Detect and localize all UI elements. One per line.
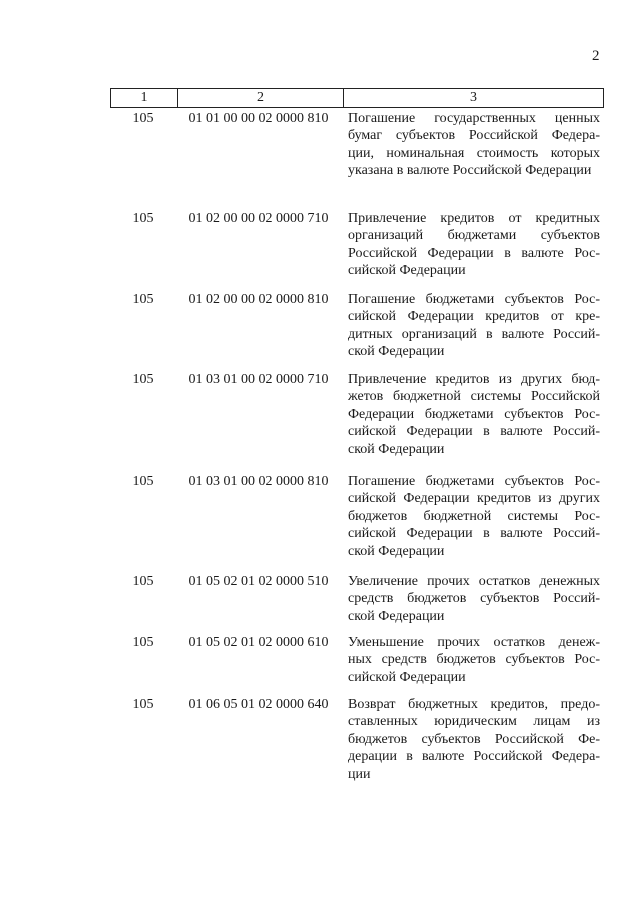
admin-code-cell: 105 <box>132 574 154 589</box>
description-cell <box>348 473 600 560</box>
column-header-3: 3 <box>470 90 477 105</box>
kbk-code-cell: 01 03 01 00 02 0000 810 <box>188 474 329 489</box>
description-cell <box>348 573 600 625</box>
description-line: сийской Федерации <box>348 263 466 279</box>
kbk-code-cell: 01 01 00 00 02 0000 810 <box>188 111 329 126</box>
description-line: Увеличение прочих остатков денежных <box>348 574 600 589</box>
description-line: Российской Федерации в валюте Рос- <box>348 245 600 261</box>
admin-code-cell: 105 <box>132 474 154 489</box>
description-line: сийской Федерации кредитов из других <box>348 491 600 507</box>
description-line: сийской Федерации в валюте Россий- <box>348 424 600 440</box>
description-line: ции, номинальная стоимость которых <box>348 145 600 161</box>
description-cell <box>348 210 600 280</box>
admin-code-cell: 105 <box>132 211 154 226</box>
description-line: ции <box>348 766 371 782</box>
kbk-code-cell: 01 05 02 01 02 0000 610 <box>188 635 329 650</box>
admin-code-cell: 105 <box>132 697 154 712</box>
kbk-code-cell: 01 03 01 00 02 0000 710 <box>188 372 329 387</box>
description-line: сийской Федерации <box>348 669 466 685</box>
kbk-code-cell: 01 05 02 01 02 0000 510 <box>188 574 329 589</box>
column-header-2: 2 <box>178 89 344 107</box>
description-line: ставленных юридическим лицам из <box>348 714 600 730</box>
description-line: средств бюджетов субъектов Россий- <box>348 591 600 607</box>
description-line: Погашение государственных ценных <box>348 111 600 126</box>
admin-code-cell: 105 <box>132 292 154 307</box>
description-line: жетов бюджетной системы Российской <box>348 389 600 405</box>
description-line: бюджетов субъектов Российской Фе- <box>348 731 600 747</box>
description-line: дитных организаций в валюте Россий- <box>348 326 600 342</box>
description-line: Возврат бюджетных кредитов, предо- <box>348 697 600 712</box>
description-line: ской Федерации <box>348 543 445 559</box>
kbk-code-cell: 01 02 00 00 02 0000 810 <box>188 292 329 307</box>
description-line: сийской Федерации кредитов от кре- <box>348 309 600 325</box>
description-line: ных средств бюджетов субъектов Рос- <box>348 652 600 668</box>
description-line: Привлечение кредитов от кредитных <box>348 211 600 226</box>
description-line: Привлечение кредитов из других бюд- <box>348 372 600 387</box>
admin-code-cell: 105 <box>132 635 154 650</box>
description-cell <box>348 371 600 458</box>
page-number: 2 <box>592 48 600 64</box>
description-line: сийской Федерации в валюте Россий- <box>348 526 600 542</box>
description-line: Уменьшение прочих остатков денеж- <box>348 635 600 650</box>
description-cell <box>348 696 600 783</box>
description-line: ской Федерации <box>348 441 445 457</box>
description-cell <box>348 110 600 180</box>
description-line: ской Федерации <box>348 608 445 624</box>
kbk-code-cell: 01 06 05 01 02 0000 640 <box>188 697 329 712</box>
description-line: бумаг субъектов Российской Федера- <box>348 128 600 144</box>
description-line: Погашение бюджетами субъектов Рос- <box>348 474 600 489</box>
description-line: ской Федерации <box>348 344 445 360</box>
description-line: Федерации бюджетами субъектов Рос- <box>348 406 600 422</box>
description-cell <box>348 634 600 686</box>
description-line: организаций бюджетами субъектов <box>348 228 600 244</box>
kbk-code-cell: 01 02 00 00 02 0000 710 <box>188 211 329 226</box>
description-line: дерации в валюте Российской Федера- <box>348 749 600 765</box>
column-header-1: 1 <box>111 89 178 107</box>
admin-code-cell: 105 <box>132 111 154 126</box>
admin-code-cell: 105 <box>132 372 154 387</box>
description-cell <box>348 291 600 361</box>
description-line: указана в валюте Российской Федерации <box>348 163 592 179</box>
description-line: Погашение бюджетами субъектов Рос- <box>348 292 600 307</box>
description-line: бюджетов бюджетной системы Рос- <box>348 508 600 524</box>
